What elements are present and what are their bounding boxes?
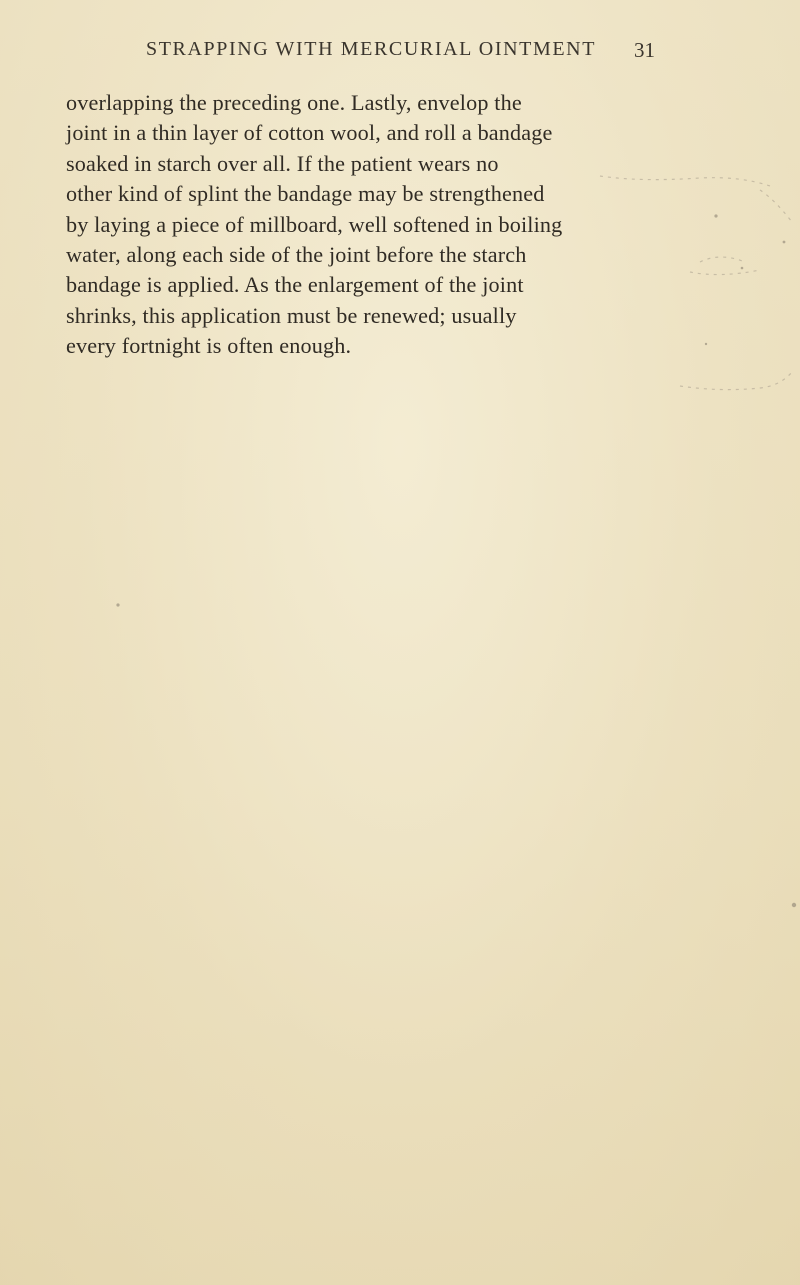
text-line: joint in a thin layer of cotton wool, and roll a bandage [66,120,553,146]
text-line: water, along each side of the joint before the starch [66,241,527,267]
body-paragraph [66,88,706,362]
text-line: other kind of splint the bandage may be strengthened [66,181,545,207]
page-number: 31 [634,38,655,62]
text-line: by laying a piece of millboard, well softened in boiling [66,211,563,237]
running-title: STRAPPING WITH MERCURIAL OINTMENT [146,38,597,60]
text-line: shrinks, this application must be renewed; usually [66,302,517,328]
text-line: every fortnight is often enough. [66,333,352,359]
text-line: soaked in starch over all. If the patient wears no [66,150,499,176]
text-line: overlapping the preceding one. Lastly, envelop the [66,90,522,115]
text-line: bandage is applied. As the enlargement of the joint [66,272,524,298]
running-head [0,38,800,68]
